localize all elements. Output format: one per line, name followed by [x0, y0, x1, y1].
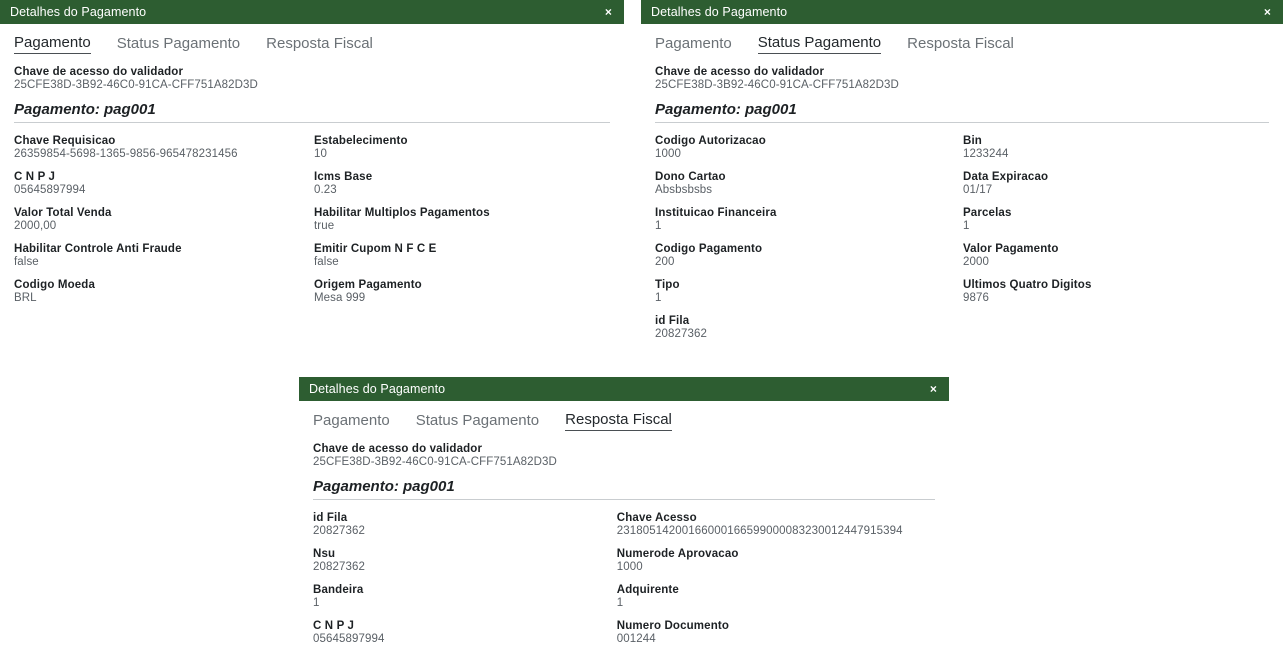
field-label: Codigo Pagamento — [655, 243, 763, 255]
tab-pagamento[interactable]: Pagamento — [313, 411, 390, 429]
field — [963, 171, 1269, 196]
validator-access-key — [14, 66, 610, 91]
tab-status-pagamento[interactable]: Status Pagamento — [116, 34, 241, 52]
field-column-1 — [14, 135, 314, 315]
field-column-2 — [617, 512, 935, 656]
section-heading: Pagamento: pag001 — [655, 101, 1269, 123]
field — [655, 243, 963, 268]
dialog-body — [0, 58, 624, 325]
field — [313, 512, 617, 537]
dialog-title: Detalhes do Pagamento — [651, 5, 788, 19]
field-label: Bin — [962, 135, 982, 147]
field-column-1 — [655, 135, 963, 351]
field — [313, 584, 617, 609]
field-label: Chave de acesso do validador — [14, 66, 184, 78]
close-icon[interactable]: × — [1263, 5, 1271, 19]
dialog-titlebar — [299, 377, 949, 401]
field-grid — [14, 135, 610, 315]
field-value: 05645897994 — [14, 184, 86, 196]
field — [14, 207, 314, 232]
field-value: false — [14, 256, 39, 268]
field — [617, 512, 935, 537]
field-value: 10 — [314, 148, 327, 160]
field-label: Estabelecimento — [314, 135, 408, 147]
tab-status-pagamento[interactable]: Status Pagamento — [758, 34, 881, 54]
field-value: 20827362 — [655, 328, 707, 340]
field-value: BRL — [14, 292, 37, 304]
tab-bar — [299, 401, 949, 435]
field — [655, 315, 963, 340]
field-label: Chave de acesso do validador — [313, 443, 483, 455]
field-value: 9876 — [962, 292, 989, 304]
field-label: Data Expiracao — [962, 171, 1049, 183]
field — [963, 207, 1269, 232]
field-value: Mesa 999 — [314, 292, 366, 304]
field-label: Adquirente — [616, 584, 679, 596]
field-label: Instituicao Financeira — [655, 207, 777, 219]
field — [617, 620, 935, 645]
field-value: 1 — [655, 220, 662, 232]
field — [617, 584, 935, 609]
field — [314, 135, 604, 160]
tab-resposta-fiscal[interactable]: Resposta Fiscal — [907, 34, 1014, 52]
field-value: 25CFE38D-3B92-46C0-91CA-CFF751A82D3D — [655, 79, 899, 91]
field-label: Codigo Autorizacao — [655, 135, 766, 147]
tab-bar — [641, 24, 1283, 58]
field — [314, 279, 604, 304]
field-value: 2000,00 — [14, 220, 57, 232]
field-label: Habilitar Controle Anti Fraude — [14, 243, 182, 255]
section-heading: Pagamento: pag001 — [14, 101, 610, 123]
field-label: Ultimos Quatro Digitos — [962, 279, 1092, 291]
field — [14, 171, 314, 196]
field-column-2 — [963, 135, 1269, 351]
field-value: 1000 — [616, 561, 643, 573]
tab-resposta-fiscal[interactable]: Resposta Fiscal — [565, 411, 672, 431]
field-value: 05645897994 — [313, 633, 385, 645]
dialog-body — [299, 435, 949, 666]
field-value: 1 — [655, 292, 662, 304]
field-label: Parcelas — [962, 207, 1012, 219]
close-icon[interactable]: × — [604, 5, 612, 19]
field-value: 26359854-5698-1365-9856-965478231456 — [14, 148, 238, 160]
dialog-titlebar — [641, 0, 1283, 24]
field-column-1 — [313, 512, 617, 656]
field-value: false — [314, 256, 339, 268]
field-label: C N P J — [313, 620, 355, 632]
field — [14, 279, 314, 304]
field-label: Icms Base — [314, 171, 373, 183]
field — [14, 135, 314, 160]
tab-pagamento[interactable]: Pagamento — [655, 34, 732, 52]
field-label: Bandeira — [313, 584, 364, 596]
field — [313, 620, 617, 645]
field — [655, 207, 963, 232]
dialog-title: Detalhes do Pagamento — [10, 5, 147, 19]
field-label: Chave Requisicao — [14, 135, 116, 147]
field — [963, 243, 1269, 268]
payment-details-dialog-status — [641, 0, 1283, 361]
field-value: 200 — [655, 256, 675, 268]
field-label: id Fila — [655, 315, 690, 327]
field-grid — [313, 512, 935, 656]
close-icon[interactable]: × — [929, 382, 937, 396]
field-label: Dono Cartao — [655, 171, 726, 183]
tab-resposta-fiscal[interactable]: Resposta Fiscal — [266, 34, 373, 52]
field-label: Chave Acesso — [616, 512, 697, 524]
field-label: Origem Pagamento — [314, 279, 422, 291]
dialog-body — [641, 58, 1283, 361]
field-value: 01/17 — [962, 184, 993, 196]
field-value: 0.23 — [314, 184, 337, 196]
field — [655, 135, 963, 160]
validator-access-key — [655, 66, 1269, 91]
field-label: Valor Pagamento — [962, 243, 1059, 255]
field-value: 1233244 — [962, 148, 1009, 160]
dialog-titlebar — [0, 0, 624, 24]
field — [655, 171, 963, 196]
field-label: Numero Documento — [616, 620, 730, 632]
field-value: 1 — [962, 220, 970, 232]
field-label: Nsu — [313, 548, 336, 560]
section-heading: Pagamento: pag001 — [313, 478, 935, 500]
field-value: 23180514200166000166599000083230012447915394 — [616, 525, 903, 537]
field-label: C N P J — [14, 171, 56, 183]
field-label: id Fila — [313, 512, 348, 524]
field-value: 1 — [616, 597, 624, 609]
validator-access-key — [313, 443, 935, 468]
field-value: 2000 — [962, 256, 989, 268]
field-label: Emitir Cupom N F C E — [314, 243, 437, 255]
field — [963, 135, 1269, 160]
field-column-2 — [314, 135, 604, 315]
field-value: true — [314, 220, 335, 232]
field-value: 001244 — [616, 633, 656, 645]
field-label: Tipo — [655, 279, 680, 291]
tab-status-pagamento[interactable]: Status Pagamento — [415, 411, 540, 429]
field-value: 1 — [313, 597, 320, 609]
tab-bar — [0, 24, 624, 58]
field — [314, 171, 604, 196]
field — [313, 548, 617, 573]
field-label: Chave de acesso do validador — [655, 66, 825, 78]
field-grid — [655, 135, 1269, 351]
field-value: Absbsbsbs — [655, 184, 713, 196]
field-value: 25CFE38D-3B92-46C0-91CA-CFF751A82D3D — [14, 79, 258, 91]
payment-details-dialog-fiscal — [299, 377, 949, 666]
field-label: Habilitar Multiplos Pagamentos — [314, 207, 490, 219]
field — [314, 243, 604, 268]
field — [655, 279, 963, 304]
field-value: 1000 — [655, 148, 681, 160]
dialog-title: Detalhes do Pagamento — [309, 382, 446, 396]
field — [14, 243, 314, 268]
field-label: Numerode Aprovacao — [616, 548, 739, 560]
field — [314, 207, 604, 232]
field-value: 20827362 — [313, 525, 365, 537]
payment-details-dialog-pagamento — [0, 0, 624, 325]
field-value: 25CFE38D-3B92-46C0-91CA-CFF751A82D3D — [313, 456, 557, 468]
field-label: Codigo Moeda — [14, 279, 96, 291]
tab-pagamento[interactable]: Pagamento — [14, 34, 91, 54]
field — [617, 548, 935, 573]
field — [963, 279, 1269, 304]
field-value: 20827362 — [313, 561, 365, 573]
field-label: Valor Total Venda — [14, 207, 112, 219]
